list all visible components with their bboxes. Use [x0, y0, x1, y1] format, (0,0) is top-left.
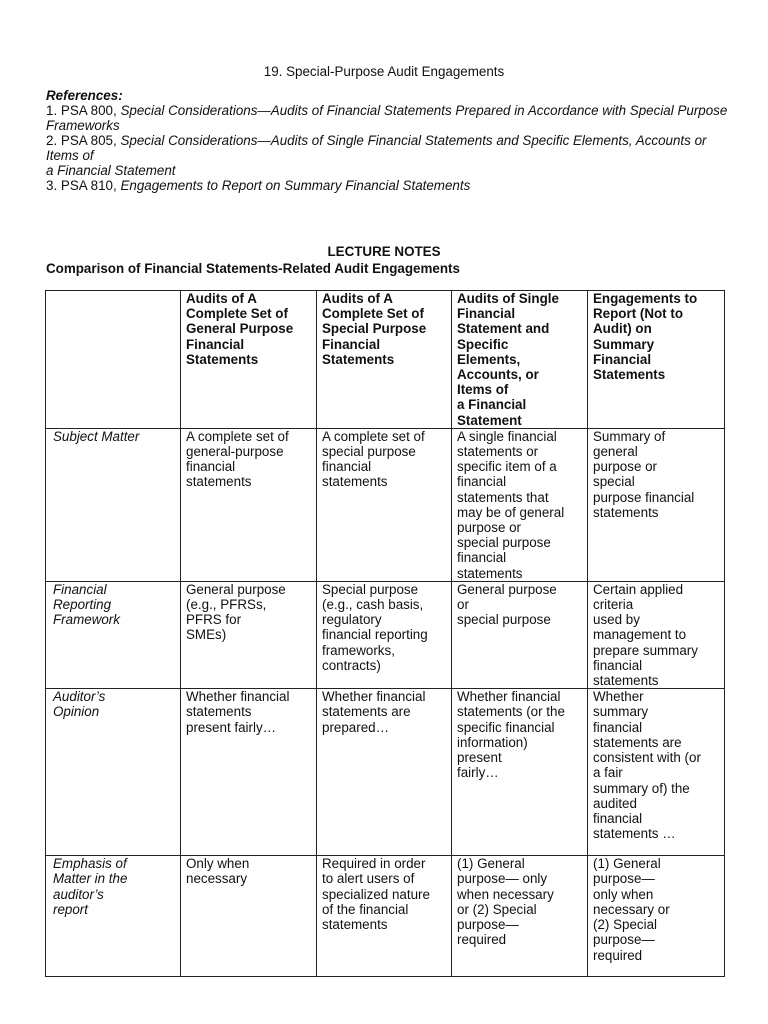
- references-list: [46, 103, 736, 193]
- column-header: Engagements to Report (Not to Audit) on Summary Financial Statements: [588, 291, 725, 429]
- table-row: [46, 856, 725, 977]
- table-cell: A complete set of special purpose financial statements: [317, 428, 452, 581]
- reference-item: [46, 103, 736, 133]
- reference-title: Engagements to Report on Summary Financial Statements: [120, 178, 471, 193]
- row-label: Emphasis of Matter in the auditor’s report: [46, 856, 181, 977]
- reference-title: Special Considerations—Audits of Single Financial Statements and Specific Elements, Accounts or Items of a Financial Statement: [46, 133, 707, 178]
- table-cell: Whether financial statements (or the specific financial information) present fairly…: [452, 689, 588, 856]
- table-row: [46, 581, 725, 688]
- reference-prefix: 3. PSA 810,: [46, 178, 121, 193]
- column-header: Audits of Single Financial Statement and Specific Elements, Accounts, or Items of a Financial Statement: [452, 291, 588, 429]
- table-cell: (1) General purpose— only when necessary or (2) Special purpose— required: [588, 856, 725, 977]
- table-cell: (1) General purpose— only when necessary or (2) Special purpose— required: [452, 856, 588, 977]
- table-cell: General purpose or special purpose: [452, 581, 588, 688]
- references-section: [46, 88, 736, 193]
- table-corner-cell: [46, 291, 181, 429]
- table-caption: Comparison of Financial Statements-Related Audit Engagements: [46, 261, 460, 276]
- column-header: Audits of A Complete Set of General Purpose Financial Statements: [181, 291, 317, 429]
- row-label: Auditor’s Opinion: [46, 689, 181, 856]
- row-label: Subject Matter: [46, 428, 181, 581]
- reference-prefix: 1. PSA 800,: [46, 103, 121, 118]
- reference-title: Special Considerations—Audits of Financial Statements Prepared in Accordance with Special Purpose Frameworks: [46, 103, 728, 133]
- table-cell: Whether financial statements present fairly…: [181, 689, 317, 856]
- table-cell: Required in order to alert users of specialized nature of the financial statements: [317, 856, 452, 977]
- table-cell: General purpose (e.g., PFRSs, PFRS for SMEs): [181, 581, 317, 688]
- document-title: 19. Special-Purpose Audit Engagements: [263, 64, 505, 79]
- table-row: [46, 428, 725, 581]
- table-row: [46, 689, 725, 856]
- column-header: Audits of A Complete Set of Special Purpose Financial Statements: [317, 291, 452, 429]
- row-label: Financial Reporting Framework: [46, 581, 181, 688]
- table-header-row: [46, 291, 725, 429]
- table-cell: Certain applied criteria used by management to prepare summary financial statements: [588, 581, 725, 688]
- reference-item: [46, 178, 736, 193]
- references-heading: References:: [46, 88, 123, 103]
- table-cell: Whether summary financial statements are consistent with (or a fair summary of) the audited financial statements …: [588, 689, 725, 856]
- reference-item: [46, 133, 736, 178]
- table-cell: Only when necessary: [181, 856, 317, 977]
- table-cell: Special purpose (e.g., cash basis, regulatory financial reporting frameworks, contracts): [317, 581, 452, 688]
- table-cell: Summary of general purpose or special purpose financial statements: [588, 428, 725, 581]
- table-cell: A single financial statements or specific item of a financial statements that may be of general purpose or special purpose financial statements: [452, 428, 588, 581]
- table-cell: A complete set of general-purpose financial statements: [181, 428, 317, 581]
- table-cell: Whether financial statements are prepared…: [317, 689, 452, 856]
- reference-prefix: 2. PSA 805,: [46, 133, 121, 148]
- lecture-notes-heading: LECTURE NOTES: [327, 244, 441, 259]
- comparison-table: [45, 290, 725, 977]
